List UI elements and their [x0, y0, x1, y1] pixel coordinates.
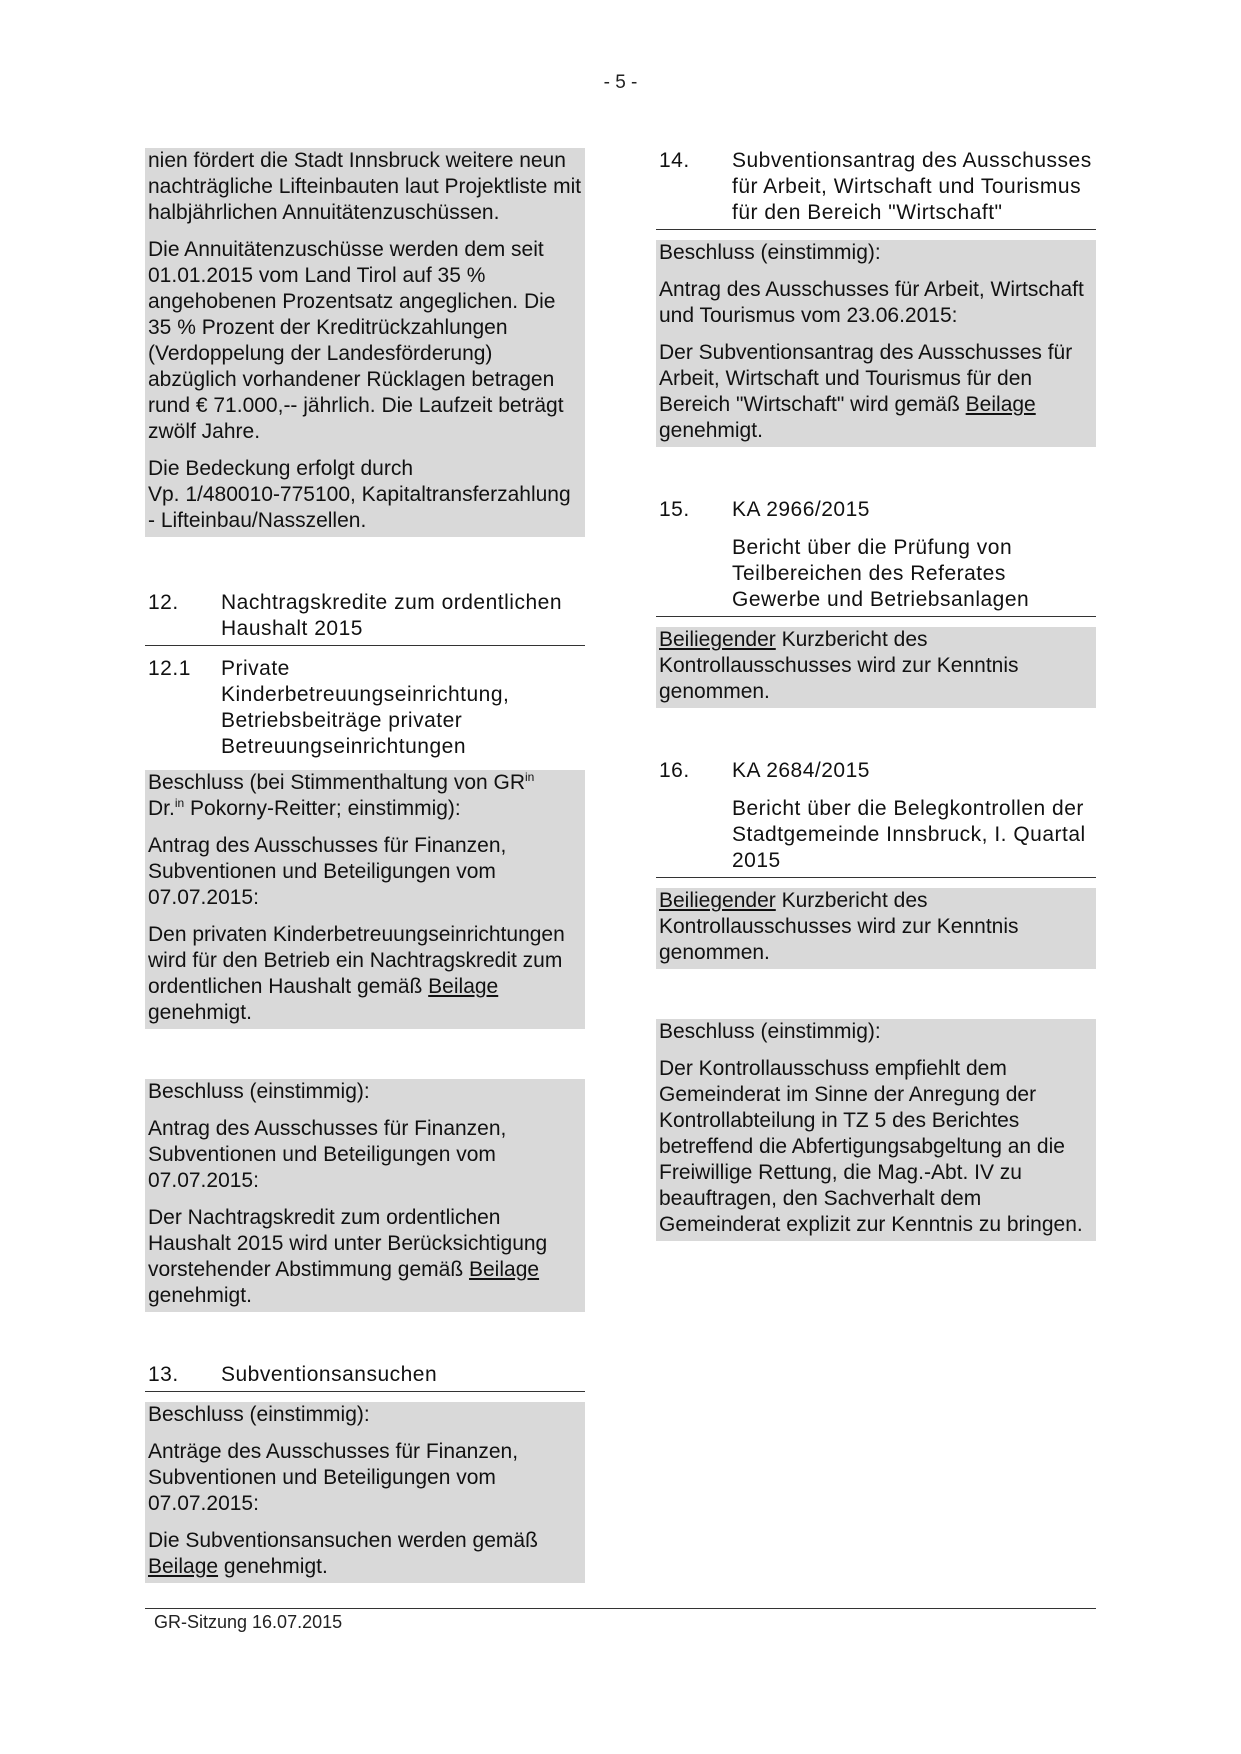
item-16-number: 16. — [659, 759, 690, 782]
item-12-1-title: Private Kinderbetreuungseinrichtung, Betriebsbeiträge privater Betreuungseinrichtungen — [221, 657, 510, 758]
item-16-heading — [656, 758, 1096, 784]
item-12-text-body: Der Nachtragskredit zum ordentlichen Haushalt 2015 wird unter Berücksichtigung vorstehender Abstimmung gemäß — [148, 1206, 548, 1281]
beilage-link[interactable]: Beilage — [469, 1258, 540, 1281]
beilage-link[interactable]: Beilage — [965, 393, 1036, 416]
item-15-heading — [656, 497, 1096, 523]
item-16-text-2: Der Kontrollausschuss empfiehlt dem Gemeinderat im Sinne der Anregung der Kontrollabteilung in TZ 5 des Berichtes betreffend die Abfertigungsabgeltung an die Freiwillige Rettung, die Mag.-Abt. IV zu beauftragen, den Sachverhalt dem Gemeinderat explizit zur Kenntnis zu bringen. — [659, 1057, 1083, 1236]
footer-divider — [145, 1608, 1096, 1609]
item-12-number: 12. — [148, 591, 179, 614]
item-12-text — [148, 1205, 582, 1312]
bedeckung-vp: Vp. 1/480010-775100, Kapitaltransferzahlung - Lifteinbau/Nasszellen. — [148, 483, 571, 532]
item-13-text-body: Die Subventionsansuchen werden gemäß — [148, 1529, 538, 1552]
beilage-link[interactable]: Beilage — [428, 975, 499, 998]
item-15-subtitle: Bericht über die Prüfung von Teilbereichen des Referates Gewerbe und Betriebsanlagen — [656, 535, 1096, 617]
beschluss-sup-2: in — [174, 796, 185, 810]
item-16-beschluss: Beschluss (einstimmig): — [659, 1020, 881, 1043]
item-14-text-body: Der Subventionsantrag des Ausschusses für Arbeit, Wirtschaft und Tourismus für den Bereich "Wirtschaft" wird gemäß — [659, 341, 1073, 416]
item-12-1-text-body: Den privaten Kinderbetreuungseinrichtungen wird für den Betrieb ein Nachtragskredit zum ordentlichen Haushalt gemäß — [148, 923, 565, 998]
item-16-title: KA 2684/2015 — [732, 759, 870, 782]
intro-paragraph-1: nien fördert die Stadt Innsbruck weitere neun nachträgliche Lifteinbauten laut Projektliste mit halbjährlichen Annuitätenzuschüssen. — [148, 149, 582, 224]
left-column — [145, 148, 585, 1583]
item-14-heading — [656, 148, 1096, 230]
item-15-block — [656, 627, 1096, 708]
item-12-beschluss: Beschluss (einstimmig): — [148, 1080, 370, 1103]
item-13-block — [145, 1402, 585, 1583]
item-13-number: 13. — [148, 1363, 179, 1386]
right-column — [656, 148, 1096, 1241]
item-14-block — [656, 240, 1096, 447]
item-13-antrag: Anträge des Ausschusses für Finanzen, Subventionen und Beteiligungen vom 07.07.2015: — [148, 1440, 519, 1515]
item-16-text-body: Kurzbericht des Kontrollausschusses wird zur Kenntnis genommen. — [659, 889, 1019, 964]
beschluss-text-b: Dr. — [148, 797, 175, 820]
item-13-title: Subventionsansuchen — [221, 1363, 438, 1386]
item-12-1-text-end: genehmigt. — [148, 1001, 252, 1024]
beilage-link[interactable]: Beilage — [148, 1555, 219, 1578]
item-16-beschluss-block — [656, 1019, 1096, 1241]
footer: GR-Sitzung 16.07.2015 — [154, 1612, 343, 1632]
item-12-1-antrag: Antrag des Ausschusses für Finanzen, Subventionen und Beteiligungen vom 07.07.2015: — [148, 834, 507, 909]
item-12-1-block — [145, 770, 585, 1029]
item-15-number: 15. — [659, 498, 690, 521]
item-13-text — [148, 1528, 582, 1583]
item-12-antrag: Antrag des Ausschusses für Finanzen, Subventionen und Beteiligungen vom 07.07.2015: — [148, 1117, 507, 1192]
beschluss-text-a: Beschluss (bei Stimmenthaltung von GR — [148, 771, 526, 794]
item-14-beschluss: Beschluss (einstimmig): — [659, 241, 881, 264]
beiliegender-link[interactable]: Beiliegender — [659, 889, 776, 912]
item-12-1-beschluss — [148, 770, 582, 833]
item-14-antrag: Antrag des Ausschusses für Arbeit, Wirtschaft und Tourismus vom 23.06.2015: — [659, 278, 1084, 327]
item-13-text-end: genehmigt. — [218, 1555, 328, 1578]
beiliegender-link[interactable]: Beiliegender — [659, 628, 776, 651]
item-13-heading — [145, 1362, 585, 1392]
item-15-text-body: Kurzbericht des Kontrollausschusses wird zur Kenntnis genommen. — [659, 628, 1019, 703]
item-12-1-heading — [145, 656, 585, 760]
item-16-text — [659, 888, 1093, 969]
intro-paragraph-3 — [148, 456, 582, 537]
item-12-text-end: genehmigt. — [148, 1284, 252, 1307]
item-12-1-text — [148, 922, 582, 1029]
item-12-title: Nachtragskredite zum ordentlichen Haushalt 2015 — [221, 591, 562, 640]
item-14-title: Subventionsantrag des Ausschusses für Arbeit, Wirtschaft und Tourismus für den Bereich "Wirtschaft" — [732, 149, 1092, 224]
item-14-text-end: genehmigt. — [659, 419, 763, 442]
beschluss-sup-1: in — [525, 770, 535, 784]
page-number: - 5 - — [603, 72, 638, 93]
item-16-subtitle: Bericht über die Belegkontrollen der Stadtgemeinde Innsbruck, I. Quartal 2015 — [656, 796, 1096, 878]
bedeckung-label: Die Bedeckung erfolgt durch — [148, 457, 413, 480]
item-14-number: 14. — [659, 149, 690, 172]
beschluss-text-c: Pokorny-Reitter; einstimmig): — [184, 797, 461, 820]
item-15-title: KA 2966/2015 — [732, 498, 870, 521]
item-15-text — [659, 627, 1093, 708]
item-14-text — [659, 340, 1093, 447]
item-12-heading — [145, 590, 585, 646]
item-13-beschluss: Beschluss (einstimmig): — [148, 1403, 370, 1426]
item-12-beschluss-block — [145, 1079, 585, 1312]
item-16-block — [656, 888, 1096, 969]
intro-paragraph-2: Die Annuitätenzuschüsse werden dem seit 01.01.2015 vom Land Tirol auf 35 % angehobenen Prozentsatz angeglichen. Die 35 % Prozent der Kreditrückzahlungen (Verdoppelung der Landesförderung) abzüglich vorhandener Rücklagen betragen rund € 71.000,-- jährlich. Die Laufzeit beträgt zwölf Jahre. — [148, 238, 564, 443]
item-12-1-number: 12.1 — [148, 657, 191, 680]
intro-block — [145, 148, 585, 537]
